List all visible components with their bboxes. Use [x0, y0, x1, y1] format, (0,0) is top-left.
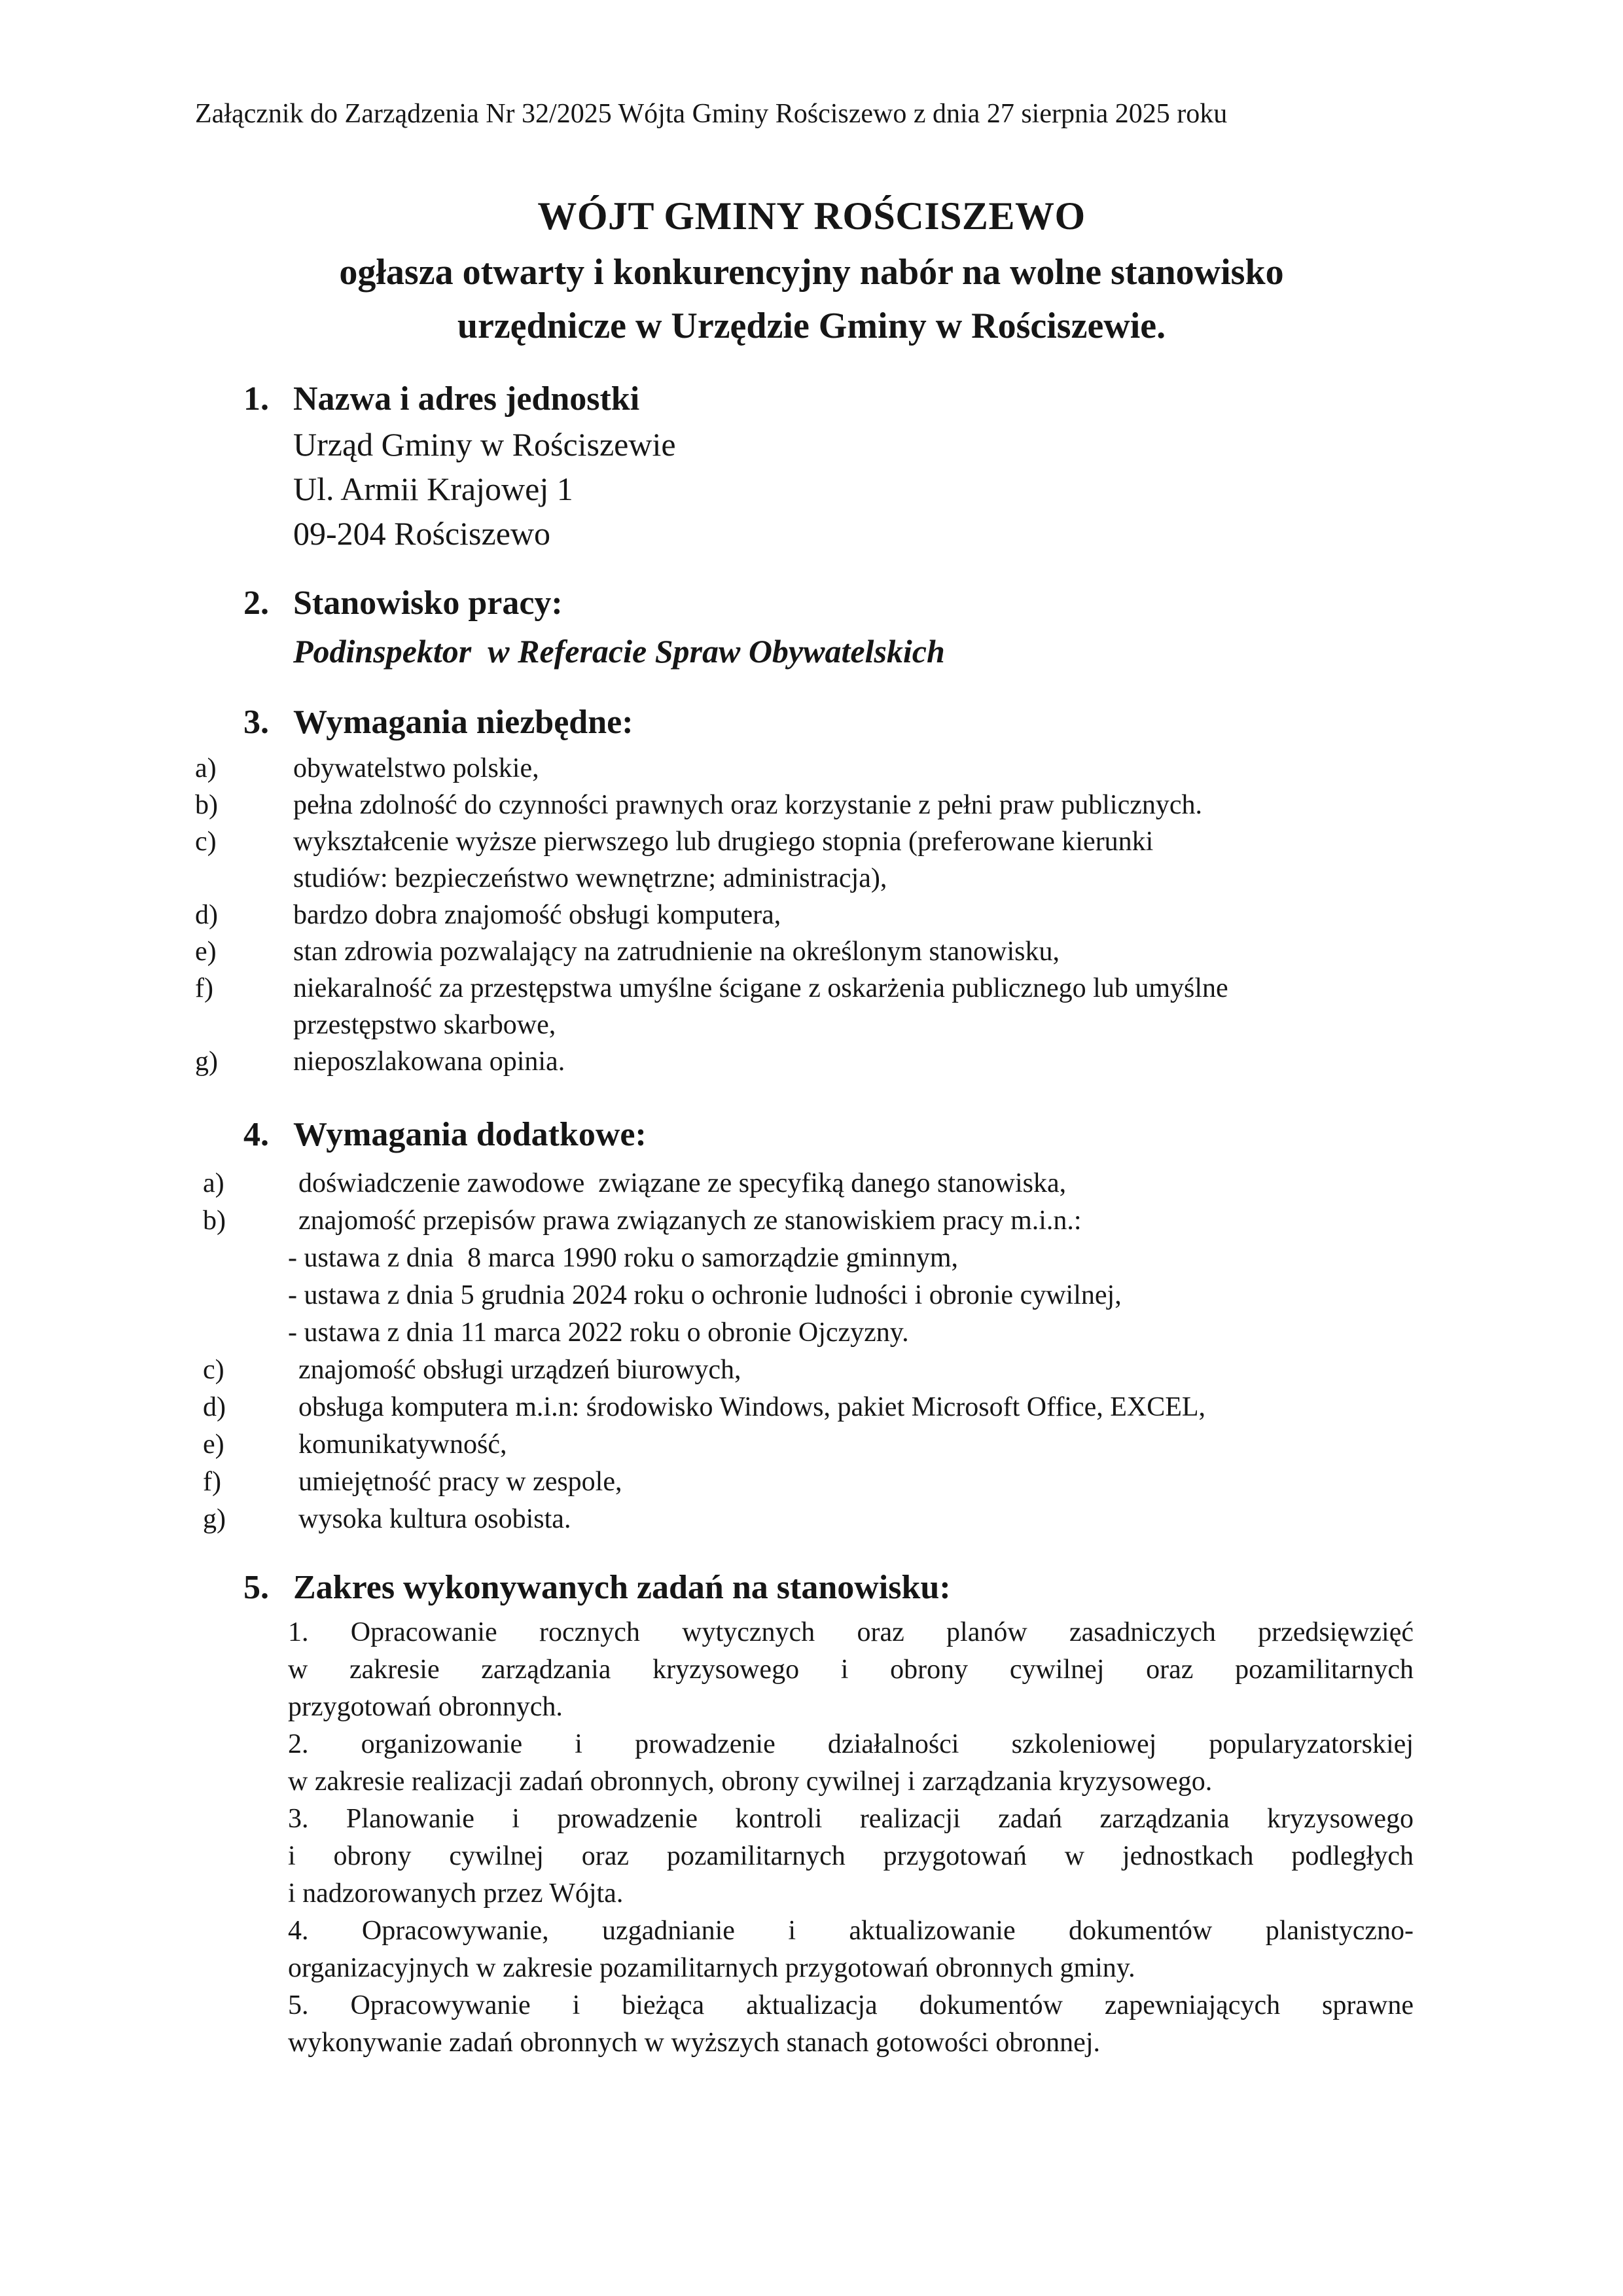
- item-text: obywatelstwo polskie,: [293, 753, 539, 783]
- item-label: e): [203, 1429, 224, 1460]
- task-line: wykonywanie zadań obronnych w wyższych stanach gotowości obronnej.: [288, 2028, 1100, 2058]
- address-line: Urząd Gminy w Rościszewie: [293, 426, 676, 463]
- task-line: 4. Opracowywanie, uzgadnianie i aktualizowanie dokumentów planistyczno-: [288, 1916, 1414, 1946]
- section-number: 1.: [243, 380, 269, 418]
- item-text: znajomość obsługi urządzeń biurowych,: [298, 1355, 741, 1385]
- section-3-heading: [243, 703, 633, 742]
- task-line: organizacyjnych w zakresie pozamilitarnych przygotowań obronnych gminy.: [288, 1953, 1135, 1983]
- item-text: - ustawa z dnia 8 marca 1990 roku o samorządzie gminnym,: [288, 1243, 959, 1273]
- item-text: - ustawa z dnia 11 marca 2022 roku o obronie Ojczyzny.: [288, 1318, 909, 1348]
- item-label: g): [203, 1504, 226, 1534]
- section-number: 3.: [243, 704, 269, 741]
- item-label: d): [195, 900, 218, 930]
- section-title: Nazwa i adres jednostki: [293, 380, 640, 418]
- address-line: Ul. Armii Krajowej 1: [293, 471, 573, 507]
- task-line: przygotowań obronnych.: [288, 1692, 563, 1722]
- item-text: bardzo dobra znajomość obsługi komputera,: [293, 900, 781, 930]
- task-line: i obrony cywilnej oraz pozamilitarnych przygotowań w jednostkach podległych: [288, 1841, 1414, 1871]
- address-line: 09-204 Rościszewo: [293, 515, 550, 552]
- item-label: b): [203, 1206, 226, 1236]
- title-line-2: ogłasza otwarty i konkurencyjny nabór na wolne stanowisko: [339, 252, 1284, 293]
- item-text: komunikatywność,: [298, 1429, 507, 1460]
- item-label: c): [203, 1355, 224, 1385]
- task-line: 1. Opracowanie rocznych wytycznych oraz planów zasadniczych przedsięwzięć: [288, 1617, 1414, 1647]
- section-title: Wymagania niezbędne:: [293, 704, 633, 741]
- item-text: wykształcenie wyższe pierwszego lub drugiego stopnia (preferowane kierunki: [293, 827, 1154, 857]
- title-line-1: WÓJT GMINY ROŚCISZEWO: [537, 194, 1086, 238]
- header-note: Załącznik do Zarządzenia Nr 32/2025 Wójta Gminy Rościszewo z dnia 27 sierpnia 2025 roku: [195, 99, 1228, 129]
- item-label: d): [203, 1392, 226, 1422]
- item-label: c): [195, 827, 217, 857]
- item-label: f): [203, 1467, 221, 1497]
- task-line: i nadzorowanych przez Wójta.: [288, 1878, 624, 1909]
- item-text: stan zdrowia pozwalający na zatrudnienie na określonym stanowisku,: [293, 937, 1060, 967]
- item-label: g): [195, 1047, 218, 1077]
- item-label: b): [195, 790, 218, 820]
- item-text: studiów: bezpieczeństwo wewnętrzne; administracja),: [293, 863, 887, 893]
- task-line: w zakresie zarządzania kryzysowego i obrony cywilnej oraz pozamilitarnych: [288, 1655, 1414, 1685]
- item-text: wysoka kultura osobista.: [298, 1504, 571, 1534]
- item-label: f): [195, 973, 213, 1003]
- item-text: doświadczenie zawodowe związane ze specyfiką danego stanowiska,: [298, 1168, 1067, 1198]
- item-label: a): [195, 753, 217, 783]
- section-1-heading: [243, 380, 639, 418]
- section-number: 5.: [243, 1569, 269, 1606]
- task-line: 3. Planowanie i prowadzenie kontroli realizacji zadań zarządzania kryzysowego: [288, 1804, 1414, 1834]
- title-line-3: urzędnicze w Urzędzie Gminy w Rościszewie.: [457, 306, 1166, 346]
- position-name: Podinspektor w Referacie Spraw Obywatelskich: [293, 633, 945, 670]
- section-4-heading: [243, 1115, 647, 1154]
- item-text: znajomość przepisów prawa związanych ze stanowiskiem pracy m.i.n.:: [298, 1206, 1082, 1236]
- section-title: Wymagania dodatkowe:: [293, 1116, 647, 1153]
- item-label: a): [203, 1168, 224, 1198]
- item-text: nieposzlakowana opinia.: [293, 1047, 565, 1077]
- item-text: pełna zdolność do czynności prawnych oraz korzystanie z pełni praw publicznych.: [293, 790, 1202, 820]
- task-line: 2. organizowanie i prowadzenie działalności szkoleniowej popularyzatorskiej: [288, 1729, 1414, 1759]
- item-text: umiejętność pracy w zespole,: [298, 1467, 622, 1497]
- item-text: obsługa komputera m.i.n: środowisko Windows, pakiet Microsoft Office, EXCEL,: [298, 1392, 1206, 1422]
- section-5-heading: [243, 1568, 951, 1607]
- section-title: Stanowisko pracy:: [293, 584, 563, 622]
- item-text: niekaralność za przestępstwa umyślne ścigane z oskarżenia publicznego lub umyślne: [293, 973, 1228, 1003]
- section-number: 2.: [243, 584, 269, 622]
- section-2-heading: [243, 584, 563, 622]
- section-number: 4.: [243, 1116, 269, 1153]
- item-text: - ustawa z dnia 5 grudnia 2024 roku o ochronie ludności i obronie cywilnej,: [288, 1280, 1122, 1310]
- task-line: w zakresie realizacji zadań obronnych, obrony cywilnej i zarządzania kryzysowego.: [288, 1767, 1213, 1797]
- item-label: e): [195, 937, 217, 967]
- item-text: przestępstwo skarbowe,: [293, 1010, 556, 1040]
- section-title: Zakres wykonywanych zadań na stanowisku:: [293, 1569, 951, 1606]
- task-line: 5. Opracowywanie i bieżąca aktualizacja dokumentów zapewniających sprawne: [288, 1990, 1414, 2020]
